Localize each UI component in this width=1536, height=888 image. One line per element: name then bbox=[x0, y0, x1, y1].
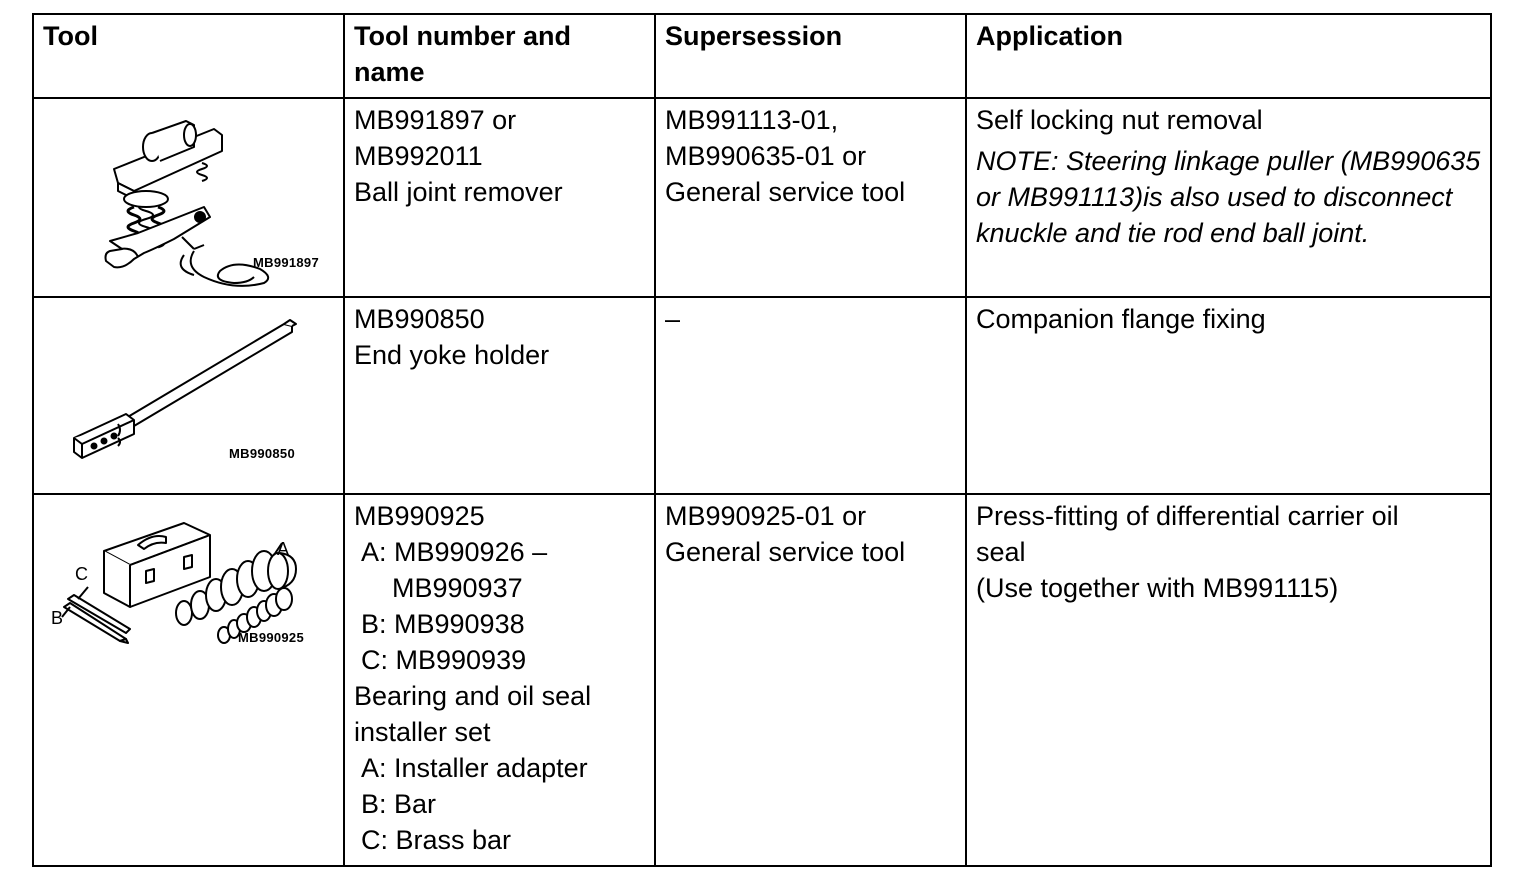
component-line: C: Brass bar bbox=[361, 825, 512, 856]
figure-label: MB990925 bbox=[238, 630, 304, 646]
application-line: Companion flange fixing bbox=[976, 303, 1266, 334]
header-tool-number: Tool number and name bbox=[344, 14, 655, 98]
supersession-cell bbox=[655, 297, 966, 494]
component-line: C: MB990939 bbox=[361, 645, 527, 676]
supersession-line: General service tool bbox=[665, 537, 906, 568]
application-line: seal bbox=[976, 537, 1026, 568]
figure-label: MB990850 bbox=[229, 445, 295, 461]
application-line: (Use together with MB991115) bbox=[976, 573, 1339, 604]
tool-figure-cell bbox=[33, 297, 344, 494]
part-label-b: B bbox=[51, 608, 64, 629]
end-yoke-holder-drawing bbox=[34, 298, 342, 493]
header-row bbox=[33, 14, 1491, 98]
tool-number-cell bbox=[344, 98, 655, 296]
component-line: B: Bar bbox=[361, 789, 437, 820]
component-line: MB990937 bbox=[392, 573, 523, 604]
figure-label: MB991897 bbox=[253, 255, 319, 271]
tool-figure-cell bbox=[33, 98, 344, 296]
component-line: B: MB990938 bbox=[361, 609, 525, 640]
tool-figure-cell bbox=[33, 494, 344, 866]
supersession-cell bbox=[655, 494, 966, 866]
application-line: Self locking nut removal bbox=[976, 105, 1263, 136]
tool-number-line: MB990850 bbox=[354, 303, 485, 334]
supersession-line: MB990635-01 or bbox=[665, 141, 867, 172]
supersession-line: – bbox=[665, 303, 681, 334]
table-row bbox=[33, 494, 1491, 866]
tool-name-line: installer set bbox=[354, 717, 491, 748]
special-tools-table bbox=[32, 13, 1492, 867]
component-line: A: MB990926 – bbox=[361, 537, 548, 568]
supersession-line: MB991113-01, bbox=[665, 105, 839, 136]
application-line: Press-fitting of differential carrier oil bbox=[976, 501, 1399, 532]
component-line: A: Installer adapter bbox=[361, 753, 588, 784]
header-tool: Tool bbox=[33, 14, 344, 98]
application-cell bbox=[966, 494, 1491, 866]
table-row bbox=[33, 98, 1491, 296]
application-note: NOTE: Steering linkage puller (MB990635 or MB991113)is also used to disconnect knuckle and tie rod end ball joint. bbox=[976, 146, 1481, 249]
tool-number-line: MB991897 or bbox=[354, 105, 517, 136]
application-cell bbox=[966, 98, 1491, 296]
part-label-a: A bbox=[277, 539, 290, 560]
tool-name-line: Bearing and oil seal bbox=[354, 681, 592, 712]
tool-number-cell bbox=[344, 297, 655, 494]
installer-set-drawing bbox=[34, 495, 342, 695]
supersession-line: General service tool bbox=[665, 177, 906, 208]
supersession-line: MB990925-01 or bbox=[665, 501, 867, 532]
part-label-c: C bbox=[75, 564, 89, 585]
application-cell bbox=[966, 297, 1491, 494]
table-row bbox=[33, 297, 1491, 494]
tool-name-line: Ball joint remover bbox=[354, 177, 563, 208]
tool-name-line: End yoke holder bbox=[354, 339, 550, 370]
header-application: Application bbox=[966, 14, 1491, 98]
supersession-cell bbox=[655, 98, 966, 296]
tool-number-cell bbox=[344, 494, 655, 866]
tool-number-line: MB992011 bbox=[354, 141, 483, 172]
header-supersession: Supersession bbox=[655, 14, 966, 98]
tool-number-line: MB990925 bbox=[354, 501, 485, 532]
